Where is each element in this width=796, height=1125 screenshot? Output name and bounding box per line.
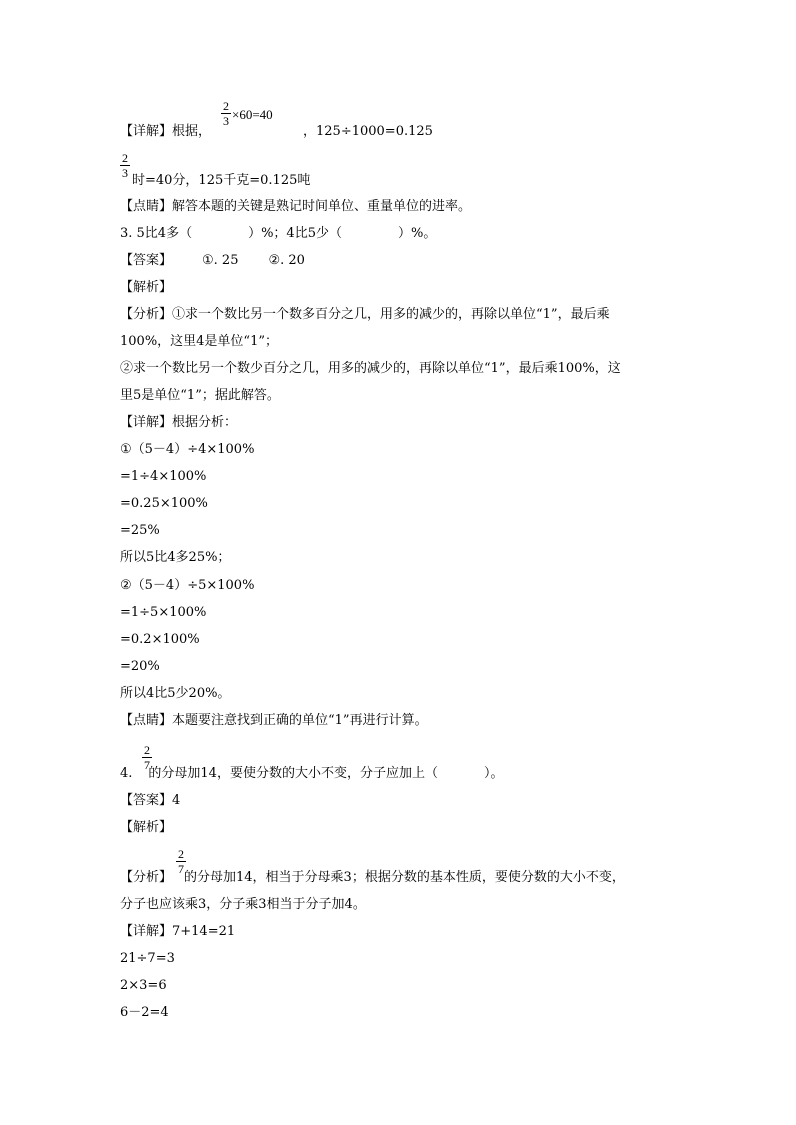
detail-4-line-2: 21÷7=3 bbox=[120, 951, 175, 966]
calc-line-6: =1÷5×100% bbox=[120, 605, 207, 620]
calc-line-4: =25% bbox=[120, 523, 160, 538]
analysis-4-label: 【分析】 bbox=[120, 870, 173, 885]
answer-label: 【答案】 bbox=[120, 253, 173, 268]
answer-2: ②. 20 bbox=[268, 253, 305, 268]
question-4-text: 的分母加14，要使分数的大小不变，分子应加上（ bbox=[148, 766, 438, 781]
detail-4-line-1: 【详解】7+14=21 bbox=[120, 924, 236, 939]
fraction-numerator: 2 bbox=[122, 151, 128, 165]
fraction-denominator: 7 bbox=[144, 758, 150, 772]
fraction-two-thirds bbox=[221, 100, 231, 127]
calc-line-1: ①（5－4）÷4×100% bbox=[120, 442, 255, 457]
analysis-line-1: 【分析】①求一个数比另一个数多百分之几，用多的减少的，再除以单位“1”，最后乘 bbox=[120, 307, 610, 322]
fraction-denominator: 3 bbox=[122, 166, 128, 180]
detail-conversion: ，125÷1000=0.125 bbox=[303, 124, 433, 139]
answer-line-4: 【答案】4 bbox=[120, 793, 181, 808]
question-4-number: 4. bbox=[120, 766, 133, 781]
calc-line-8: =20% bbox=[120, 659, 160, 674]
tip-line-2: 【点睛】本题要注意找到正确的单位“1”再进行计算。 bbox=[120, 713, 428, 728]
calc-conclusion-2: 所以4比5少20%。 bbox=[120, 686, 231, 701]
tip-line-1: 【点睛】解答本题的关键是熟记时间单位、重量单位的进率。 bbox=[120, 199, 472, 214]
analysis-line-3: ②求一个数比另一个数少百分之几，用多的减少的，再除以单位“1”，最后乘100%，这 bbox=[120, 361, 621, 376]
question-4-end: ）。 bbox=[483, 766, 504, 781]
detail-4-line-3: 2×3=6 bbox=[120, 978, 167, 993]
detail-4-line-4: 6－2=4 bbox=[120, 1005, 169, 1020]
answer-line-3 bbox=[120, 253, 305, 269]
analysis-4-text: 的分母加14，相当于分母乘3；根据分数的基本性质，要使分数的大小不变， bbox=[184, 870, 625, 885]
fraction-numerator: 2 bbox=[144, 743, 150, 757]
fraction-denominator: 7 bbox=[178, 862, 184, 876]
question-3 bbox=[120, 226, 436, 242]
question-3-part-b: ）%；4比5少（ bbox=[248, 226, 342, 241]
question-3-part-c: ）%。 bbox=[397, 226, 437, 241]
answer-1: ①. 25 bbox=[202, 253, 239, 268]
analysis-label: 【解析】 bbox=[120, 280, 173, 295]
calc-line-2: =1÷4×100% bbox=[120, 469, 207, 484]
detail-label: 【详解】根据， bbox=[120, 124, 212, 139]
fraction-numerator: 2 bbox=[223, 99, 229, 113]
analysis-label-2: 【解析】 bbox=[120, 820, 173, 835]
analysis-line-4: 里5是单位“1”；据此解答。 bbox=[120, 388, 280, 403]
question-4 bbox=[120, 766, 503, 782]
question-3-part-a: 3. 5比4多（ bbox=[120, 226, 193, 241]
analysis-line-2: 100%，这里4是单位“1”； bbox=[120, 334, 278, 349]
calc-line-3: =0.25×100% bbox=[120, 496, 208, 511]
fraction-denominator: 3 bbox=[223, 114, 229, 128]
fraction-two-thirds-small bbox=[120, 152, 130, 179]
analysis-4-line-1 bbox=[120, 870, 625, 886]
formula-expression: ×60=40 bbox=[232, 107, 273, 122]
fraction-numerator: 2 bbox=[178, 847, 184, 861]
calc-line-7: =0.2×100% bbox=[120, 632, 200, 647]
detail-heading: 【详解】根据分析： bbox=[120, 415, 238, 430]
analysis-4-line-2: 分子也应该乘3，分子乘3相当于分子加4。 bbox=[120, 897, 366, 912]
detail-line-1 bbox=[120, 124, 433, 140]
calc-line-5: ②（5－4）÷5×100% bbox=[120, 578, 255, 593]
detail-line-2: 时=40分，125千克=0.125吨 bbox=[132, 173, 311, 188]
calc-conclusion-1: 所以5比4多25%； bbox=[120, 550, 231, 565]
